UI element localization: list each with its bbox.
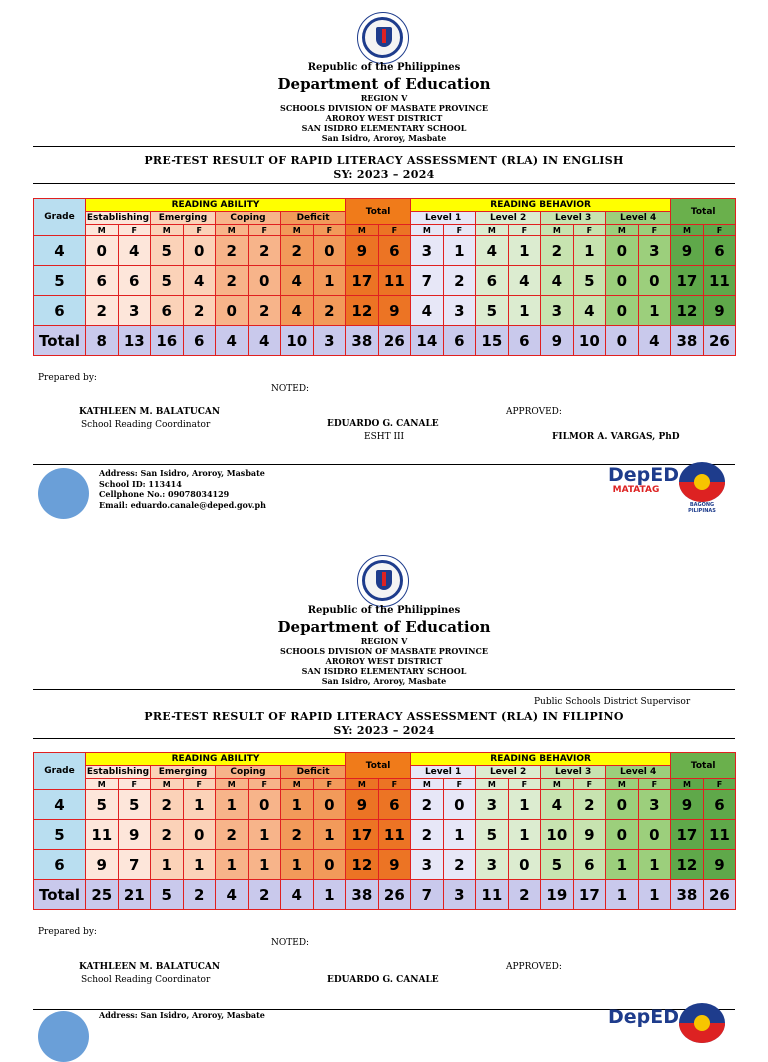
value-cell: 9: [573, 820, 606, 850]
male-header: M: [671, 779, 704, 790]
value-cell: 1: [638, 850, 671, 880]
value-cell: 2: [151, 790, 184, 820]
value-cell: 4: [248, 326, 281, 356]
location-text: San Isidro, Aroroy, Masbate: [321, 676, 447, 686]
value-cell: 2: [183, 880, 216, 910]
value-cell: 1: [248, 850, 281, 880]
bagong-pilipinas-icon: [676, 1003, 728, 1043]
male-header: M: [411, 779, 444, 790]
female-header: F: [118, 779, 151, 790]
value-cell: 4: [118, 236, 151, 266]
value-cell: 5: [541, 850, 574, 880]
filipino-title: PRE-TEST RESULT OF RAPID LITERACY ASSESSMENT (RLA) IN FILIPINO: [144, 710, 624, 723]
value-cell: 4: [541, 266, 574, 296]
value-cell: 26: [703, 326, 736, 356]
level-header: Level 2: [476, 212, 541, 225]
value-cell: 0: [313, 790, 346, 820]
value-cell: 1: [183, 790, 216, 820]
value-cell: 3: [411, 850, 444, 880]
ability-header: Emerging: [151, 212, 216, 225]
table-row: [34, 850, 736, 880]
value-cell: 0: [606, 296, 639, 326]
value-cell: 4: [216, 880, 249, 910]
cellphone-text: Cellphone No.: 09078034129: [99, 489, 230, 499]
value-cell: 3: [411, 236, 444, 266]
value-cell: 1: [508, 820, 541, 850]
value-cell: 4: [476, 236, 509, 266]
value-cell: 12: [346, 296, 379, 326]
value-cell: 6: [476, 266, 509, 296]
value-cell: 26: [378, 880, 411, 910]
value-cell: 0: [606, 236, 639, 266]
value-cell: 16: [151, 326, 184, 356]
grade-cell: 5: [34, 266, 86, 296]
value-cell: 0: [248, 790, 281, 820]
value-cell: 3: [638, 236, 671, 266]
male-header: M: [346, 225, 379, 236]
value-cell: 19: [541, 880, 574, 910]
value-cell: 38: [671, 326, 704, 356]
male-header: M: [606, 779, 639, 790]
value-cell: 3: [118, 296, 151, 326]
female-header: F: [638, 779, 671, 790]
value-cell: 7: [411, 266, 444, 296]
value-cell: 1: [216, 850, 249, 880]
value-cell: 0: [313, 850, 346, 880]
total-row: [34, 326, 736, 356]
value-cell: 9: [703, 850, 736, 880]
school-id-text: School ID: 113414: [99, 478, 182, 489]
level-header: Level 3: [541, 212, 606, 225]
division-text: SCHOOLS DIVISION OF MASBATE PROVINCE: [280, 103, 488, 113]
preparer-title: School Reading Coordinator: [81, 420, 211, 430]
male-header: M: [86, 779, 119, 790]
male-header: M: [476, 779, 509, 790]
value-cell: 12: [671, 296, 704, 326]
republic-text: Republic of the Philippines: [307, 62, 461, 73]
value-cell: 2: [313, 296, 346, 326]
value-cell: 2: [411, 790, 444, 820]
female-header: F: [638, 225, 671, 236]
value-cell: 15: [476, 326, 509, 356]
value-cell: 4: [541, 790, 574, 820]
address-text: Address: San Isidro, Aroroy, Masbate: [99, 468, 265, 478]
value-cell: 2: [281, 236, 314, 266]
value-cell: 0: [606, 266, 639, 296]
value-cell: 4: [411, 296, 444, 326]
value-cell: 1: [183, 850, 216, 880]
english-sy: SY: 2023 – 2024: [333, 168, 435, 181]
value-cell: 0: [183, 820, 216, 850]
region-text: REGION V: [360, 93, 408, 103]
title-divider: [33, 738, 735, 739]
male-header: M: [671, 225, 704, 236]
school-logo-icon: [38, 1011, 89, 1062]
region-text: REGION V: [360, 636, 408, 646]
grade-cell: 4: [34, 790, 86, 820]
school-logo-icon: [38, 468, 89, 519]
value-cell: 12: [671, 850, 704, 880]
ability-header: Establishing: [86, 213, 150, 223]
female-header: F: [118, 225, 151, 236]
value-cell: 9: [703, 296, 736, 326]
value-cell: 5: [476, 820, 509, 850]
deped-logo-icon: DepED MATATAG: [608, 464, 680, 495]
value-cell: 3: [476, 850, 509, 880]
value-cell: 0: [216, 296, 249, 326]
value-cell: 1: [313, 820, 346, 850]
value-cell: 11: [378, 266, 411, 296]
grand-total-header: Total: [671, 199, 736, 225]
value-cell: 1: [281, 790, 314, 820]
email-text: Email: eduardo.canale@deped.gov.ph: [99, 499, 266, 510]
value-cell: 3: [443, 296, 476, 326]
division-text: SCHOOLS DIVISION OF MASBATE PROVINCE: [280, 646, 488, 656]
male-header: M: [476, 225, 509, 236]
female-header: F: [703, 779, 736, 790]
address-text: Address: San Isidro, Aroroy, Masbate: [99, 1010, 265, 1020]
value-cell: 12: [346, 850, 379, 880]
location-text: San Isidro, Aroroy, Masbate: [321, 133, 447, 143]
value-cell: 1: [638, 296, 671, 326]
value-cell: 1: [638, 880, 671, 910]
value-cell: 0: [638, 820, 671, 850]
value-cell: 1: [248, 820, 281, 850]
approver-name: FILMOR A. VARGAS, PhD: [552, 432, 680, 442]
approved-label: APPROVED:: [506, 962, 562, 972]
footer-address-block: [99, 1010, 265, 1021]
value-cell: 1: [443, 236, 476, 266]
noter-title: ESHT III: [364, 432, 405, 442]
male-header: M: [606, 225, 639, 236]
prepared-by-label: Prepared by:: [38, 927, 97, 937]
value-cell: 10: [573, 326, 606, 356]
value-cell: 4: [281, 880, 314, 910]
value-cell: 11: [703, 820, 736, 850]
level-header: Level 2: [476, 766, 541, 779]
female-header: F: [378, 225, 411, 236]
value-cell: 6: [151, 296, 184, 326]
value-cell: 26: [378, 326, 411, 356]
value-cell: 6: [508, 326, 541, 356]
value-cell: 25: [86, 880, 119, 910]
value-cell: 6: [378, 790, 411, 820]
value-cell: 10: [541, 820, 574, 850]
female-header: F: [508, 779, 541, 790]
female-header: F: [183, 225, 216, 236]
grade-cell: 4: [34, 236, 86, 266]
table-row: [34, 790, 736, 820]
noter-name: EDUARDO G. CANALE: [327, 419, 439, 429]
value-cell: 2: [508, 880, 541, 910]
male-header: M: [216, 779, 249, 790]
value-cell: 4: [638, 326, 671, 356]
level-header: Level 1: [411, 766, 476, 779]
total-header: Total: [346, 753, 411, 779]
value-cell: 9: [541, 326, 574, 356]
value-cell: 5: [151, 880, 184, 910]
male-header: M: [411, 225, 444, 236]
value-cell: 2: [443, 850, 476, 880]
value-cell: 5: [151, 266, 184, 296]
ability-header: Coping: [216, 212, 281, 225]
grade-cell: 5: [34, 820, 86, 850]
value-cell: 11: [476, 880, 509, 910]
value-cell: 4: [573, 296, 606, 326]
female-header: F: [183, 779, 216, 790]
value-cell: 6: [703, 236, 736, 266]
value-cell: 8: [86, 326, 119, 356]
female-header: F: [313, 779, 346, 790]
male-header: M: [541, 779, 574, 790]
reading-behavior-header: READING BEHAVIOR: [411, 753, 671, 766]
value-cell: 1: [151, 850, 184, 880]
value-cell: 2: [541, 236, 574, 266]
value-cell: 5: [476, 296, 509, 326]
value-cell: 9: [671, 236, 704, 266]
value-cell: 5: [86, 790, 119, 820]
deped-seal-icon: [357, 12, 409, 64]
value-cell: 13: [118, 326, 151, 356]
filipino-results-table: [33, 752, 736, 910]
value-cell: 9: [378, 850, 411, 880]
value-cell: 0: [248, 266, 281, 296]
value-cell: 4: [281, 266, 314, 296]
male-header: M: [216, 225, 249, 236]
preparer-title: School Reading Coordinator: [81, 975, 211, 985]
female-header: F: [573, 225, 606, 236]
value-cell: 1: [313, 266, 346, 296]
table-row: [34, 296, 736, 326]
value-cell: 11: [703, 266, 736, 296]
reading-ability-header: READING ABILITY: [86, 753, 346, 766]
value-cell: 2: [248, 236, 281, 266]
value-cell: 17: [346, 820, 379, 850]
english-title: PRE-TEST RESULT OF RAPID LITERACY ASSESSMENT (RLA) IN ENGLISH: [144, 154, 624, 167]
value-cell: 7: [118, 850, 151, 880]
female-header: F: [703, 225, 736, 236]
noted-label: NOTED:: [271, 938, 310, 948]
value-cell: 0: [183, 236, 216, 266]
value-cell: 2: [573, 790, 606, 820]
value-cell: 1: [313, 880, 346, 910]
deped-seal-icon: [357, 555, 409, 607]
value-cell: 0: [313, 236, 346, 266]
ability-header: Deficit: [281, 766, 346, 779]
ability-header: Emerging: [151, 766, 216, 779]
female-header: F: [313, 225, 346, 236]
department-title: Department of Education: [277, 618, 491, 636]
value-cell: 1: [281, 850, 314, 880]
value-cell: 4: [216, 326, 249, 356]
noted-label: NOTED:: [271, 384, 310, 394]
value-cell: 17: [573, 880, 606, 910]
value-cell: 2: [216, 236, 249, 266]
value-cell: 4: [281, 296, 314, 326]
value-cell: 5: [573, 266, 606, 296]
female-header: F: [573, 779, 606, 790]
district-text: AROROY WEST DISTRICT: [325, 656, 443, 666]
value-cell: 2: [86, 296, 119, 326]
value-cell: 3: [443, 880, 476, 910]
value-cell: 14: [411, 326, 444, 356]
value-cell: 38: [671, 880, 704, 910]
value-cell: 0: [86, 236, 119, 266]
value-cell: 9: [671, 790, 704, 820]
value-cell: 17: [671, 266, 704, 296]
table-row: [34, 266, 736, 296]
value-cell: 10: [281, 326, 314, 356]
value-cell: 9: [86, 850, 119, 880]
male-header: M: [281, 225, 314, 236]
value-cell: 5: [151, 236, 184, 266]
value-cell: 3: [476, 790, 509, 820]
table-row: [34, 236, 736, 266]
value-cell: 2: [183, 296, 216, 326]
level-header: Level 4: [606, 212, 671, 225]
value-cell: 4: [508, 266, 541, 296]
value-cell: 1: [508, 790, 541, 820]
value-cell: 2: [411, 820, 444, 850]
value-cell: 6: [573, 850, 606, 880]
value-cell: 4: [183, 266, 216, 296]
value-cell: 1: [606, 880, 639, 910]
page-filipino: [0, 545, 768, 1028]
value-cell: 3: [541, 296, 574, 326]
female-header: F: [508, 225, 541, 236]
noter-name: EDUARDO G. CANALE: [327, 975, 439, 985]
filipino-sy: SY: 2023 – 2024: [333, 724, 435, 737]
value-cell: 1: [573, 236, 606, 266]
female-header: F: [248, 225, 281, 236]
value-cell: 2: [281, 820, 314, 850]
header-divider: [33, 689, 735, 690]
english-results-table: [33, 198, 736, 356]
grand-total-header: Total: [671, 753, 736, 779]
grade-header: Grade: [34, 199, 86, 236]
deped-logo-icon: DepED: [608, 1006, 680, 1028]
value-cell: 0: [508, 850, 541, 880]
reading-ability-header: READING ABILITY: [86, 199, 346, 212]
value-cell: 6: [86, 266, 119, 296]
value-cell: 9: [346, 790, 379, 820]
male-header: M: [151, 225, 184, 236]
value-cell: 0: [638, 266, 671, 296]
school-text: SAN ISIDRO ELEMENTARY SCHOOL: [301, 123, 467, 133]
value-cell: 2: [216, 820, 249, 850]
department-title: Department of Education: [277, 75, 491, 93]
value-cell: 0: [606, 790, 639, 820]
level-header: Level 1: [411, 212, 476, 225]
value-cell: 6: [703, 790, 736, 820]
value-cell: 11: [378, 820, 411, 850]
female-header: F: [248, 779, 281, 790]
ability-header: Establishing: [86, 767, 150, 777]
republic-text: Republic of the Philippines: [307, 605, 461, 616]
grade-cell: Total: [34, 326, 86, 356]
grade-cell: Total: [34, 880, 86, 910]
prepared-by-label: Prepared by:: [38, 373, 97, 383]
level-header: Level 4: [606, 766, 671, 779]
preparer-name: KATHLEEN M. BALATUCAN: [79, 407, 221, 417]
female-header: F: [443, 225, 476, 236]
male-header: M: [86, 225, 119, 236]
value-cell: 3: [638, 790, 671, 820]
male-header: M: [346, 779, 379, 790]
value-cell: 1: [216, 790, 249, 820]
grade-cell: 6: [34, 850, 86, 880]
approver-title: Public Schools District Supervisor: [534, 697, 691, 707]
ability-header: Coping: [216, 766, 281, 779]
grade-cell: 6: [34, 296, 86, 326]
male-header: M: [541, 225, 574, 236]
male-header: M: [151, 779, 184, 790]
value-cell: 17: [346, 266, 379, 296]
table-row: [34, 820, 736, 850]
header-divider: [33, 146, 735, 147]
value-cell: 2: [248, 880, 281, 910]
value-cell: 1: [508, 236, 541, 266]
ability-header: Deficit: [281, 212, 346, 225]
value-cell: 0: [606, 820, 639, 850]
district-text: AROROY WEST DISTRICT: [325, 113, 443, 123]
value-cell: 3: [313, 326, 346, 356]
value-cell: 21: [118, 880, 151, 910]
value-cell: 6: [118, 266, 151, 296]
value-cell: 38: [346, 326, 379, 356]
value-cell: 9: [378, 296, 411, 326]
reading-behavior-header: READING BEHAVIOR: [411, 199, 671, 212]
value-cell: 1: [606, 850, 639, 880]
value-cell: 26: [703, 880, 736, 910]
total-header: Total: [346, 199, 411, 225]
level-header: Level 3: [541, 766, 606, 779]
value-cell: 0: [443, 790, 476, 820]
bagong-pilipinas-icon: BAGONG PILIPINAS: [676, 462, 728, 514]
value-cell: 9: [346, 236, 379, 266]
preparer-name: KATHLEEN M. BALATUCAN: [79, 962, 221, 972]
value-cell: 9: [118, 820, 151, 850]
value-cell: 11: [86, 820, 119, 850]
value-cell: 6: [183, 326, 216, 356]
value-cell: 2: [248, 296, 281, 326]
approved-label: APPROVED:: [506, 407, 562, 417]
value-cell: 1: [508, 296, 541, 326]
value-cell: 17: [671, 820, 704, 850]
value-cell: 2: [216, 266, 249, 296]
male-header: M: [281, 779, 314, 790]
value-cell: 6: [443, 326, 476, 356]
value-cell: 38: [346, 880, 379, 910]
female-header: F: [378, 779, 411, 790]
female-header: F: [443, 779, 476, 790]
value-cell: 2: [443, 266, 476, 296]
value-cell: 5: [118, 790, 151, 820]
value-cell: 0: [606, 326, 639, 356]
value-cell: 7: [411, 880, 444, 910]
school-text: SAN ISIDRO ELEMENTARY SCHOOL: [301, 666, 467, 676]
title-divider: [33, 183, 735, 184]
grade-header: Grade: [34, 753, 86, 790]
value-cell: 1: [443, 820, 476, 850]
footer-address-block: [99, 468, 266, 510]
total-row: [34, 880, 736, 910]
value-cell: 2: [151, 820, 184, 850]
value-cell: 6: [378, 236, 411, 266]
